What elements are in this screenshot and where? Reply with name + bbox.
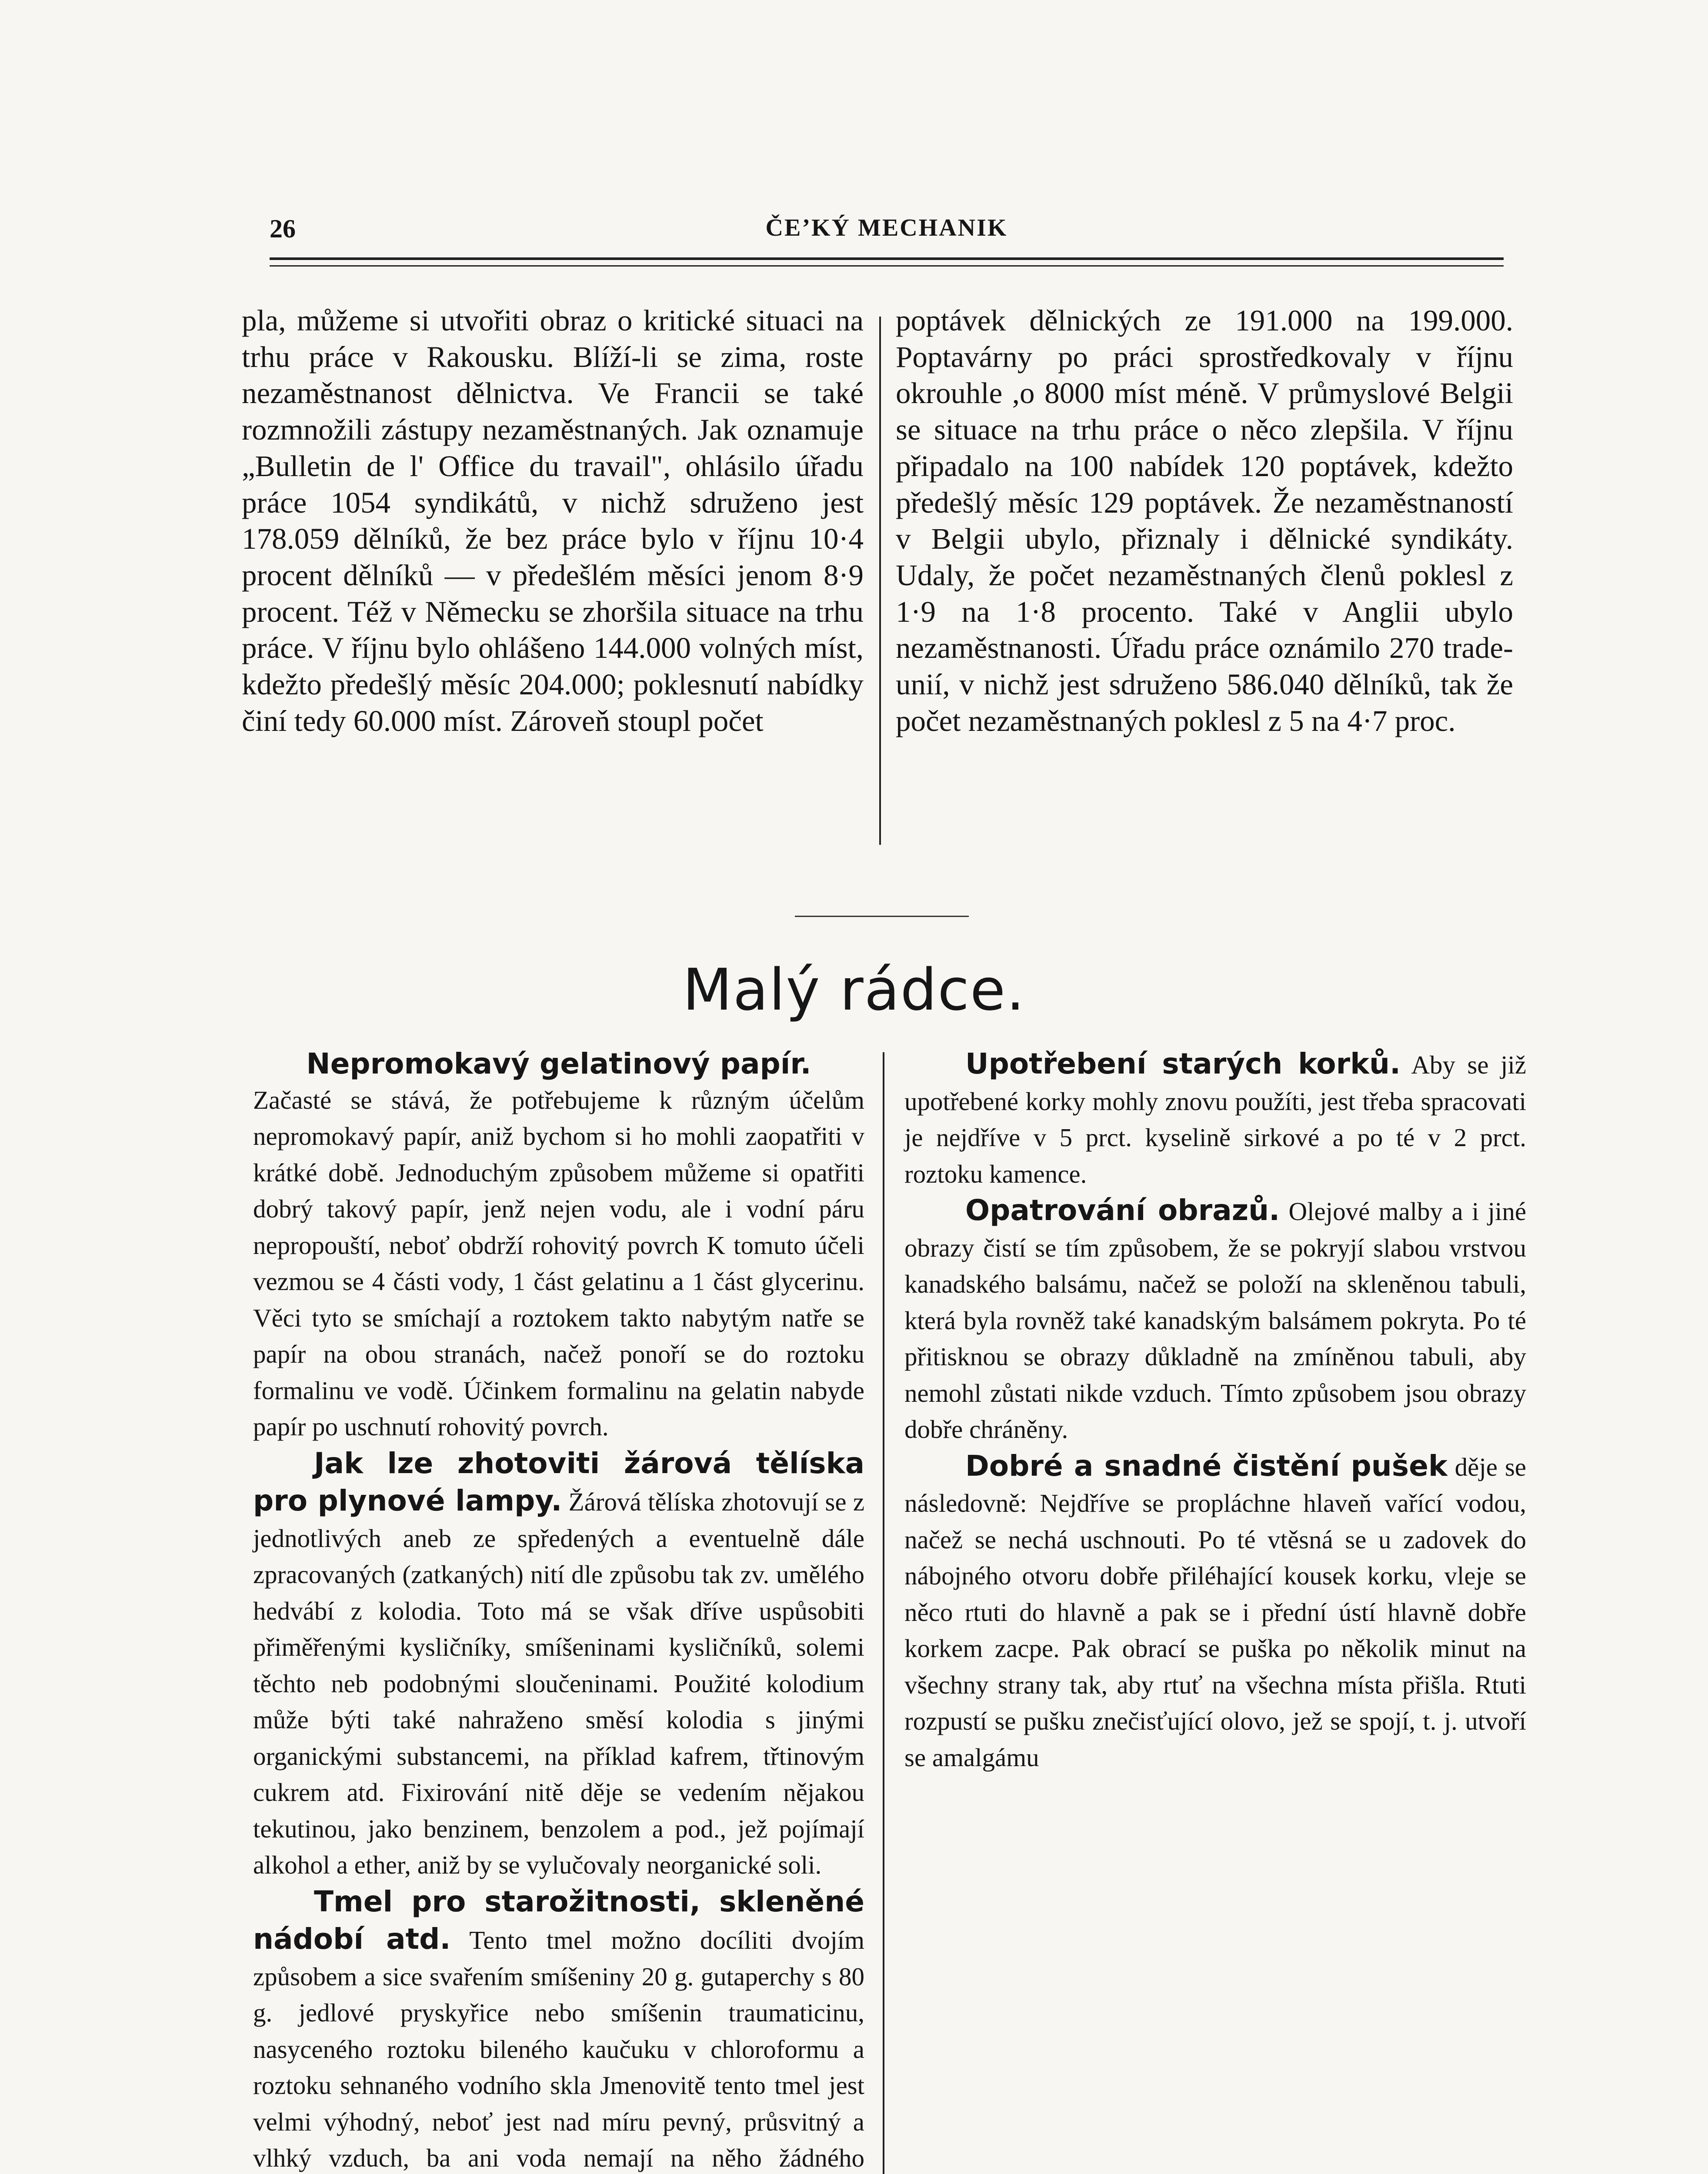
article-left-column: pla, můžeme si utvořiti obraz o kritické situaci na trhu práce v Rakousku. Blíží-li se zima, roste nezaměstnanost dělnictva. Ve Francii se také rozmnožili zástupy nezaměstnaných. Jak oznamuje „Bulletin de l' Office du travail", ohlásilo úřadu práce 1054 syndikátů, v nichž sdruženo jest 178.059 dělníků, že bez práce bylo v říjnu 10·4 procent dělníků — v předešlém měsíci jenom 8·9 procent. Též v Německu se zhoršila situace na trhu práce. V říjnu bylo ohlášeno 144.000 volných míst, kdežto předešlý měsíc 204.000; poklesnutí nabídky činí tedy 60.000 míst. Zároveň stoupl počet bbox=[242, 304, 864, 737]
page-header bbox=[270, 214, 1504, 253]
advice-heading: Dobré a snadné čistění pušek bbox=[965, 1449, 1448, 1483]
section-separator bbox=[795, 916, 969, 917]
column-divider-bottom bbox=[883, 1052, 884, 2174]
advice-right-column bbox=[904, 1046, 1526, 1776]
page-number: 26 bbox=[270, 214, 296, 243]
header-rule-thin bbox=[270, 265, 1504, 267]
advice-heading: Nepromokavý gelatinový papír. bbox=[306, 1047, 811, 1080]
article-right-column: poptávek dělnických ze 191.000 na 199.000. Poptavárny po práci sprostředkovaly v říjnu okrouhle ,o 8000 míst méně. V průmyslové Belgii se situace na trhu práce o něco zlepšila. V říjnu připadalo na 100 nabídek 120 poptávek, kdežto předešlý měsíc 129 poptávek. Že nezaměstnaností v Belgii ubylo, přiznaly i dělnické syndikáty. Udaly, že počet nezaměstnaných členů poklesl z 1·9 na 1·8 procento. Také v Anglii ubylo nezaměstnanosti. Úřadu práce oznámilo 270 trade-unií, v nichž jest sdruženo 586.040 dělníků, tak že počet nezaměstnaných poklesl z 5 na 4·7 proc. bbox=[896, 304, 1513, 737]
advice-heading: Jak lze zhotoviti žárová tělíska pro plynové lampy. bbox=[253, 1446, 864, 1517]
column-divider-top bbox=[879, 317, 881, 845]
advice-heading: Tmel pro starožitnosti, skleněné nádobí atd. bbox=[253, 1884, 864, 1956]
advice-heading: Opatrování obrazů. bbox=[965, 1194, 1280, 1227]
advice-body: Olejové malby a i jiné obrazy čistí se tím způsobem, že se pokryjí slabou vrstvou kanadského balsámu, načež se položí na skleněnou tabuli, která byla rovněž také kanadským balsámem pokryta. Po té přitisknou se obrazy důkladně na zmíněnou tabuli, aby nemohl zůstati nikde vzduch. Tímto způsobem jsou obrazy dobře chráněny. bbox=[904, 1197, 1527, 1444]
advice-item bbox=[253, 1046, 864, 1445]
advice-body: Aby se již upotřebené korky mohly znovu použíti, jest třeba spracovati je nejdříve v 5 prct. kyselině sirkové a po té v 2 prct. roztoku kamence. bbox=[904, 1050, 1526, 1188]
advice-body: děje se následovně: Nejdříve se propláchne hlaveň vařící vodou, načež se nechá uschnouti. Po té vtěsná se u zadovek do nábojného otvoru dobře přiléhající kousek korku, vleje se něco rtuti do hlavně a pak se i přední ústí hlavně dobře korkem zacpe. Pak obrací se puška po několik minut na všechny strany tak, aby rtuť na všechna místa přišla. Rtuti rozpustí se pušku znečisťující olovo, jež se spojí, t. j. utvoří se amalgámu bbox=[904, 1452, 1526, 1772]
running-title: ČE’KÝ MECHANIK bbox=[765, 214, 1008, 241]
advice-item bbox=[253, 1884, 864, 2174]
advice-item bbox=[904, 1046, 1526, 1192]
header-rule-thick bbox=[270, 257, 1504, 260]
section-title: Malý rádce. bbox=[682, 957, 1026, 1024]
advice-heading: Upotřebení starých korků. bbox=[965, 1047, 1401, 1080]
advice-body: Začasté se stává, že potřebujeme k různým účelům nepromokavý papír, aniž bychom si ho mohli zaopatřiti v krátké době. Jednoduchým způsobem můžeme si opatřiti dobrý takový papír, jenž nejen vodu, ale i vodní páru nepropouští, neboť obdrží rohovitý povrch K tomuto účeli vezmou se 4 části vody, 1 část gelatinu a 1 část glycerinu. Věci tyto se smíchají a roztokem takto nabytým natře se papír na obou stranách, načež ponoří se do roztoku formalinu ve vodě. Účinkem formalinu na gelatin nabyde papír po uschnutí rohovitý povrch. bbox=[253, 1085, 864, 1441]
advice-item bbox=[253, 1445, 864, 1884]
advice-body: Žárová tělíska zhotovují se z jednotlivých aneb ze spředených a eventuelně dále zpracovaných (zatkaných) nití dle způsobu tak zv. umělého hedvábí z kolodia. Toto má se však dříve uspůsobiti přiměřenými kysličníky, smíšeninami kysličníků, solemi těchto neb podobnými sloučeninami. Použité kolodium může býti také nahraženo směsí kolodia s jinými organickými substancemi, na příklad kafrem, třtinovým cukrem atd. Fixirování nitě děje se vedením nějakou tekutinou, jako benzinem, benzolem a pod., jež pojímají alkohol a ether, aniž by se vylučovaly neorganické soli. bbox=[253, 1487, 864, 1879]
advice-item bbox=[904, 1192, 1526, 1448]
advice-item bbox=[904, 1448, 1526, 1776]
advice-left-column bbox=[253, 1046, 864, 2174]
advice-body: Tento tmel možno docíliti dvojím způsobem a sice svařením smíšeniny 20 g. gutaperchy s 80 g. jedlové pryskyřice nebo smíšenin traumaticinu, nasyceného roztoku bileného kaučuku v chloroformu a roztoku sehnaného vodního skla Jmenovitě tento tmel jest velmi výhodný, neboť jest nad míru pevný, průsvitný a vlhký vzduch, ba ani voda nemají na něho žádného bbox=[253, 1926, 865, 2172]
